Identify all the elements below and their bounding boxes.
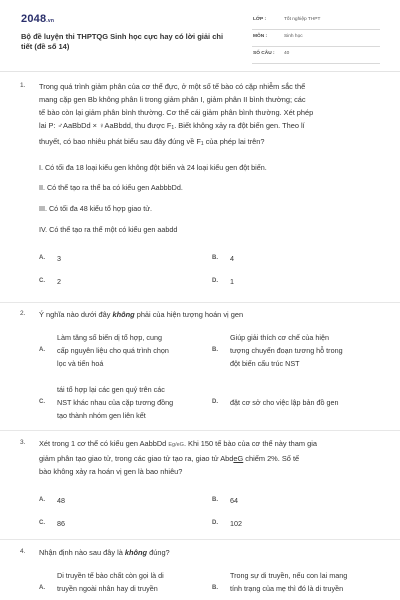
option-text	[230, 569, 390, 595]
statement-3: III. Có tối đa 48 kiểu tổ hợp giao tử.	[39, 204, 153, 213]
document-meta	[252, 14, 380, 64]
subscript: 1	[200, 141, 204, 147]
text-run: đúng?	[147, 548, 170, 557]
document-header	[0, 0, 400, 66]
option-text: 102	[230, 519, 242, 528]
meta-subject	[252, 31, 380, 47]
option-letter: B.	[212, 255, 218, 261]
question-line: bào không xảy ra hoán vị gen là bao nhiêu?	[39, 467, 183, 476]
option-b[interactable]	[212, 494, 362, 508]
option-text	[230, 331, 390, 370]
option-line: đặt cơ sở cho việc lập bản đồ gen	[230, 398, 339, 407]
question-text	[39, 546, 379, 559]
option-letter: A.	[39, 347, 45, 353]
option-text: 48	[57, 496, 65, 505]
meta-value: Tốt nghiệp THPT	[284, 17, 321, 22]
text-run: . Biết không xảy ra đột biến gen. Theo lí	[174, 121, 305, 130]
option-b[interactable]	[212, 331, 387, 373]
question-1	[20, 80, 382, 295]
option-line: lọc và tiến hoá	[57, 359, 104, 368]
option-letter: A.	[39, 255, 45, 261]
question-number: 2.	[20, 310, 26, 317]
option-letter: A.	[39, 497, 45, 503]
question-line: mang cặp gen Bb không phân li trong giảm phân I, giảm phân II bình thường; các	[39, 95, 306, 104]
text-run: phải của hiện tượng hoán vị gen	[134, 310, 244, 319]
option-text: 1	[230, 277, 234, 286]
question-text	[39, 80, 379, 151]
option-text	[230, 396, 390, 409]
genotype-fraction: Eg/eG	[168, 442, 184, 448]
option-d[interactable]	[212, 517, 362, 531]
option-d[interactable]	[212, 383, 387, 425]
option-text	[57, 383, 217, 422]
option-a[interactable]	[39, 331, 214, 373]
statement-2: II. Có thể tạo ra thể ba có kiểu gen AabbbDd.	[39, 183, 183, 192]
statement-4: IV. Có thể tạo ra thể một có kiểu gen aabdd	[39, 225, 178, 234]
option-letter: B.	[212, 585, 218, 591]
option-line: truyền ngoài nhân hay di truyền	[57, 584, 158, 593]
option-letter: D.	[212, 278, 218, 284]
option-line: tái tổ hợp lại các gen quý trên các	[57, 385, 165, 394]
option-a[interactable]	[39, 569, 214, 597]
question-divider	[0, 539, 400, 540]
option-text	[57, 331, 217, 370]
option-text: 86	[57, 519, 65, 528]
option-line: tượng chuyển đoạn tương hỗ trong	[230, 346, 343, 355]
text-run: giảm phân tạo giao tử, trong các giao tử tạo ra, giao tử Abd	[39, 454, 234, 463]
option-b[interactable]	[212, 252, 362, 266]
document-title: Bộ đề luyện thi THPTQG Sinh học cực hay có lời giải chi tiết (đề số 14)	[21, 32, 224, 51]
subscript: 1	[171, 125, 175, 131]
option-line: Làm tăng số biến dị tổ hợp, cung	[57, 333, 163, 342]
option-letter: B.	[212, 497, 218, 503]
option-letter: C.	[39, 399, 45, 405]
text-run: Nhận định nào sau đây là	[39, 548, 125, 557]
option-text	[57, 569, 217, 595]
question-2	[20, 308, 382, 436]
option-line: đột biến cấu trúc NST	[230, 359, 300, 368]
meta-grade	[252, 14, 380, 30]
site-logo[interactable]	[21, 13, 54, 25]
option-line: tạo thành nhóm gen liên kết	[57, 411, 146, 420]
meta-key: SỐ CÂU :	[253, 51, 275, 56]
option-line: tính trạng của mẹ thì đó là di truyền	[230, 584, 344, 593]
question-divider	[0, 302, 400, 303]
meta-key: LỚP :	[253, 17, 267, 22]
question-text	[39, 437, 379, 478]
question-text	[39, 308, 379, 321]
option-letter: B.	[212, 347, 218, 353]
question-line: tế bào còn lại giảm phân bình thường. Cơ thể cái giảm phân bình thường. Xét phép	[39, 108, 314, 117]
option-a[interactable]	[39, 252, 189, 266]
option-c[interactable]	[39, 383, 214, 425]
option-line: Giúp giải thích cơ chế của hiện	[230, 333, 330, 342]
question-line	[39, 437, 379, 452]
meta-question-count	[252, 48, 380, 64]
option-letter: D.	[212, 399, 218, 405]
option-b[interactable]	[212, 569, 387, 597]
question-number: 1.	[20, 82, 26, 89]
option-text: 2	[57, 277, 61, 286]
option-letter: D.	[212, 520, 218, 526]
option-line: NST khác nhau của cặp tương đồng	[57, 398, 174, 407]
option-line: Trong sự di truyền, nếu con lai mang	[230, 571, 348, 580]
option-c[interactable]	[39, 517, 189, 531]
meta-value: Sinh học	[284, 34, 303, 39]
header-divider	[0, 71, 400, 72]
option-letter: A.	[39, 585, 45, 591]
option-d[interactable]	[212, 275, 362, 289]
option-line: Di truyền tế bào chất còn gọi là di	[57, 571, 164, 580]
question-line	[39, 135, 379, 151]
text-run: chiếm 2%. Số tế	[243, 454, 300, 463]
option-c[interactable]	[39, 275, 189, 289]
meta-key: MÔN :	[253, 34, 268, 39]
option-letter: C.	[39, 278, 45, 284]
question-3	[20, 437, 382, 537]
question-line	[39, 452, 379, 465]
text-run: thuyết, có bao nhiêu phát biểu sau đây đúng về F	[39, 137, 201, 146]
underlined-text: eG	[233, 454, 244, 463]
option-line: cấp nguyên liệu cho quá trình chọn	[57, 346, 169, 355]
text-run: Xét trong 1 cơ thể có kiểu gen AabbDd	[39, 439, 169, 448]
option-a[interactable]	[39, 494, 189, 508]
logo-text: 2048	[21, 13, 47, 25]
text-run: Ý nghĩa nào dưới đây	[39, 310, 113, 319]
text-run: lai P: ♂AaBbDd × ♀AaBbdd, thu được F	[39, 121, 172, 130]
question-line: Trong quá trình giảm phân của cơ thể đực, ở một số tế bào có cặp nhiễm sắc thể	[39, 82, 306, 91]
text-run: . Khi 150 tế bào của cơ thể này tham gia	[183, 439, 317, 448]
option-text: 64	[230, 496, 238, 505]
option-text: 3	[57, 254, 61, 263]
logo-suffix: .vn	[46, 18, 55, 24]
question-line	[39, 119, 379, 135]
question-number: 4.	[20, 548, 26, 555]
meta-value: 40	[284, 51, 290, 56]
question-number: 3.	[20, 439, 26, 446]
question-4	[20, 546, 382, 600]
option-letter: C.	[39, 520, 45, 526]
option-text: 4	[230, 254, 234, 263]
statement-1: I. Có tối đa 18 loại kiểu gen không đột biến và 24 loại kiểu gen đột biến.	[39, 163, 267, 172]
text-run: của phép lai trên?	[203, 137, 265, 146]
emphasis: không	[124, 548, 148, 557]
emphasis: không	[112, 310, 135, 319]
question-divider	[0, 430, 400, 431]
